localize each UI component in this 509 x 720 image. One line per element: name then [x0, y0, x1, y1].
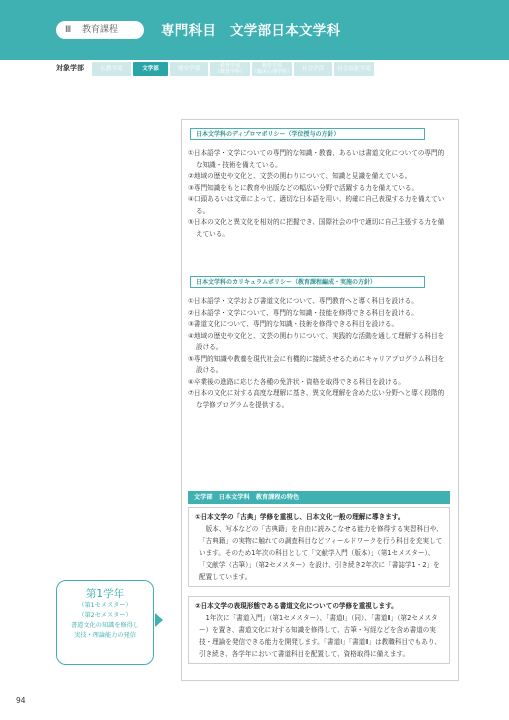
faculty-tab-sociology: 社会学部 — [294, 62, 332, 76]
year-card — [56, 580, 154, 665]
list-item: ⑦日本の文化に対する高度な理解に基き、異文化理解を含めた広い分野へと導く段階的な学修プログラムを提供する。 — [188, 389, 445, 409]
faculty-tab-history: 歴史学部 — [170, 62, 208, 76]
list-item: ⑤日本の文化と異文化を相対的に把握でき、国際社会の中で適切に自己主張する力を備えている。 — [188, 218, 445, 238]
list-item: ④地域の歴史や文化と、文芸の関わりについて、実践的な活動を通して理解する科目を設ける。 — [188, 331, 445, 351]
list-item: ②日本語学・文学について、専門的な知識・技能を修得できる科目を設ける。 — [188, 308, 418, 317]
feature-body: 版本、写本などの「古典籍」を自由に読みこなせる能力を修得する実習科目や、「古典籍」の実物に触れての調査科目などフィールドワークを行う科目を充実しています。そのため1年次の科目として「文献学入門（版本）」（第1セメスター）、「文献学（古筆）」（第2セメスター）を設け、引き続き2年次に「書誌学1・2」を配置しています。 — [199, 525, 443, 581]
feature-block-calligraphy — [188, 596, 450, 664]
curriculum-policy-list — [188, 296, 450, 411]
faculty-tab-literature: 文学部 — [133, 62, 168, 76]
list-item: ③書道文化について、専門的な知識・技術を修得できる科目を設ける。 — [188, 320, 399, 328]
arrow-right-icon — [155, 613, 163, 627]
features-heading: 文学部 日本文学科 教育課程の特色 — [188, 491, 450, 504]
faculty-tab-clinical-psychology: 教育学部 （臨床心理学科） — [252, 63, 292, 75]
list-item: ③専門知識をもとに教育や出版などの幅広い分野で活躍する力を備えている。 — [188, 183, 419, 192]
faculty-tab-buddhism: 仏教学部 — [92, 62, 131, 76]
chapter-badge — [56, 21, 144, 39]
list-item: ⑥卒業後の進路に応じた各種の免許状・資格を取得できる科目を設ける。 — [188, 377, 405, 386]
list-item: ④口頭あるいは文章によって、適切な日本語を用い、的確に自己表現する力を備えている。 — [188, 195, 445, 215]
list-item: ②地域の歴史や文化と、文芸の関わりについて、知識と見識を備えている。 — [188, 172, 412, 180]
diploma-policy-heading: 日本文学科のディプロマポリシー（学位授与の方針） — [190, 128, 425, 140]
year-card-line: （第2セメスター） — [78, 612, 132, 619]
diploma-policy-list — [188, 148, 450, 240]
year-label: 第1学年 — [85, 588, 125, 600]
year-card-line: （第1セメスター） — [78, 602, 132, 609]
curriculum-policy-heading: 日本文学科のカリキュラムポリシー（教育課程編成・実施の方針） — [190, 276, 425, 288]
year-card-line: 書道文化の知識を修得し — [70, 622, 140, 629]
feature-title: ②日本文学の表現形態である書道文化についての学修を重視します。 — [195, 602, 398, 610]
list-item: ⑤専門的知識や教養を現代社会に有機的に接続させるためにキャリアプログラム科目を設ける。 — [188, 354, 445, 374]
faculty-tab-social-welfare: 社会福祉学部 — [334, 62, 374, 76]
feature-body: 1年次に「書道入門」（第1セメスター）、「書道Ⅰ」（同）、「書道Ⅱ」（第2セメスター）を置き、書道文化に対する知識を修得して、古筆・写経などを含め書道の実技・理論を発信できる能力を開発します。「書道Ⅰ」「書道Ⅱ」は教職科目でもあり、引き続き、各学年において書道科目を配置して、資格取得に備えます。 — [199, 614, 442, 658]
feature-block-classics — [188, 507, 450, 587]
page-header — [0, 0, 509, 60]
list-item: ①日本語学・文学および書道文化について、専門教育へと導く科目を設ける。 — [188, 297, 418, 305]
year-card-line: 実技・理論能力の発信 — [74, 632, 136, 639]
feature-title: ①日本文学の「古典」学修を重視し、日本文化一般の理解に導きます。 — [195, 513, 405, 521]
faculty-tab-education: 教育学部 （教育学科） — [210, 62, 250, 76]
chapter-label: 教育課程 — [82, 25, 119, 35]
list-item: ①日本語学・文学についての専門的な知識・教養、あるいは書道文化についての専門的な知識・技術を備えている。 — [188, 149, 445, 169]
page-title: 専門科目 文学部日本文学科 — [161, 23, 341, 39]
page-number: 94 — [16, 696, 26, 705]
faculty-nav-label: 対象学部 — [56, 64, 84, 72]
chapter-number: Ⅲ — [65, 25, 72, 35]
